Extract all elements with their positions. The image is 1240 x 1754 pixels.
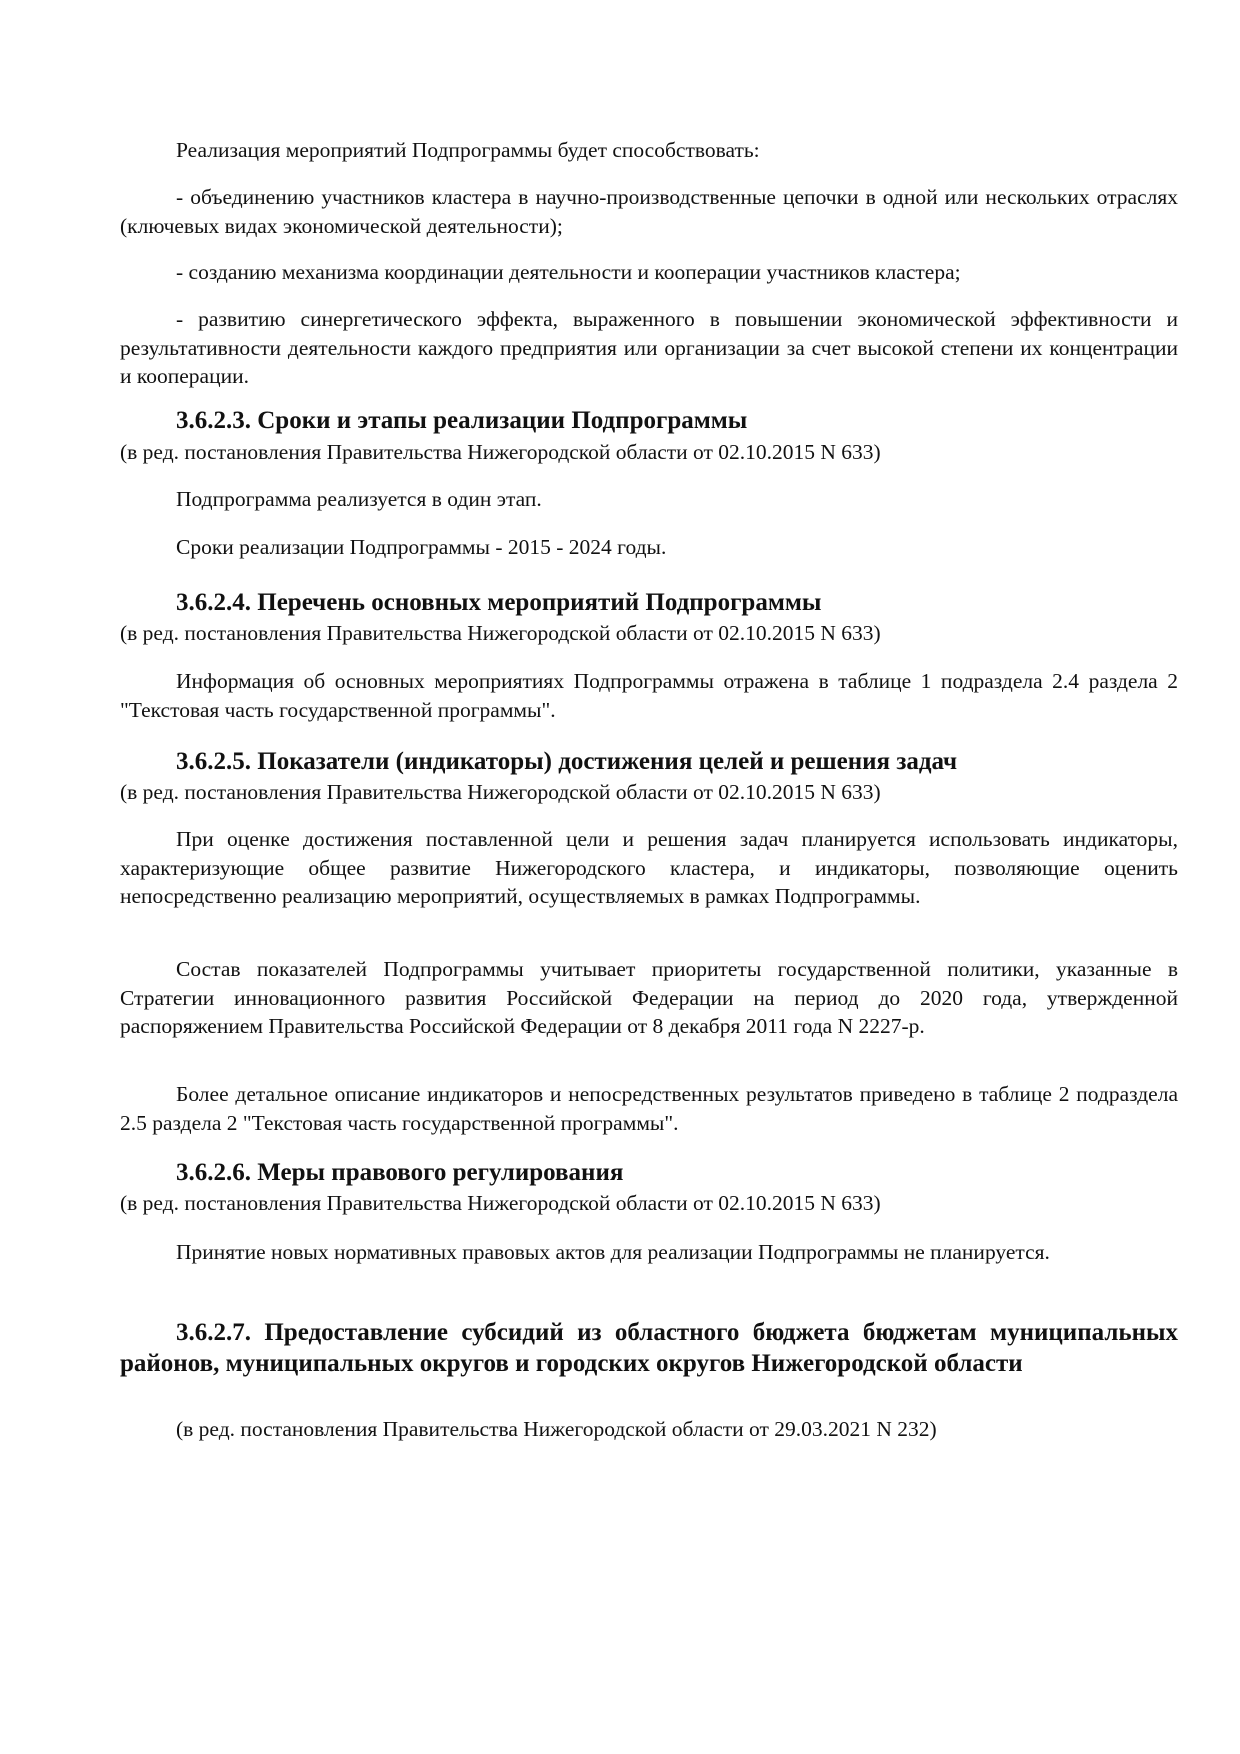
section-paragraph: Состав показателей Подпрограммы учитывает приоритеты государственной политики, указанные в Стратегии инновационного развития Российской Федерации на период до 2020 года, утвержденной распоряжением Правительства Российской Федерации от 8 декабря 2011 года N 2227-р.	[120, 957, 1178, 1038]
amendment-note: (в ред. постановления Правительства Нижегородской области от 02.10.2015 N 633)	[120, 780, 881, 804]
section-paragraph: Принятие новых нормативных правовых актов для реализации Подпрограммы не планируется.	[176, 1240, 1050, 1264]
section-paragraph: Подпрограмма реализуется в один этап.	[176, 487, 542, 511]
section-heading-3-6-2-7: 3.6.2.7. Предоставление субсидий из областного бюджета бюджетам муниципальных районов, муниципальных округов и городских округов Нижегородской области	[120, 1319, 1178, 1377]
section-paragraph: При оценке достижения поставленной цели и решения задач планируется использовать индикаторы, характеризующие общее развитие Нижегородского кластера, и индикаторы, позволяющие оценить непосредственно реализацию мероприятий, осуществляемых в рамках Подпрограммы.	[120, 827, 1178, 908]
section-paragraph: Информация об основных мероприятиях Подпрограммы отражена в таблице 1 подраздела 2.4 раздела 2 "Текстовая часть государственной программы".	[120, 669, 1178, 722]
bullet-paragraph-2: - созданию механизма координации деятельности и кооперации участников кластера;	[176, 260, 961, 284]
section-heading-3-6-2-4: 3.6.2.4. Перечень основных мероприятий Подпрограммы	[176, 589, 822, 616]
amendment-note: (в ред. постановления Правительства Нижегородской области от 02.10.2015 N 633)	[120, 621, 881, 645]
bullet-paragraph-3: - развитию синергетического эффекта, выраженного в повышении экономической эффективности и результативности деятельности каждого предприятия или организации за счет высокой степени их концентрации и кооперации.	[120, 307, 1178, 388]
section-heading-3-6-2-5: 3.6.2.5. Показатели (индикаторы) достижения целей и решения задач	[176, 748, 958, 775]
section-heading-3-6-2-3: 3.6.2.3. Сроки и этапы реализации Подпрограммы	[176, 407, 748, 434]
intro-paragraph: Реализация мероприятий Подпрограммы будет способствовать:	[176, 138, 760, 162]
amendment-note: (в ред. постановления Правительства Нижегородской области от 02.10.2015 N 633)	[120, 440, 881, 464]
amendment-note: (в ред. постановления Правительства Нижегородской области от 29.03.2021 N 232)	[176, 1417, 937, 1441]
section-paragraph: Более детальное описание индикаторов и непосредственных результатов приведено в таблице 2 подраздела 2.5 раздела 2 "Текстовая часть государственной программы".	[120, 1082, 1178, 1135]
section-paragraph: Сроки реализации Подпрограммы - 2015 - 2024 годы.	[176, 535, 667, 559]
bullet-paragraph-1: - объединению участников кластера в научно-производственные цепочки в одной или нескольких отраслях (ключевых видах экономической деятельности);	[120, 185, 1178, 238]
section-heading-3-6-2-6: 3.6.2.6. Меры правового регулирования	[176, 1159, 624, 1186]
amendment-note: (в ред. постановления Правительства Нижегородской области от 02.10.2015 N 633)	[120, 1191, 881, 1215]
